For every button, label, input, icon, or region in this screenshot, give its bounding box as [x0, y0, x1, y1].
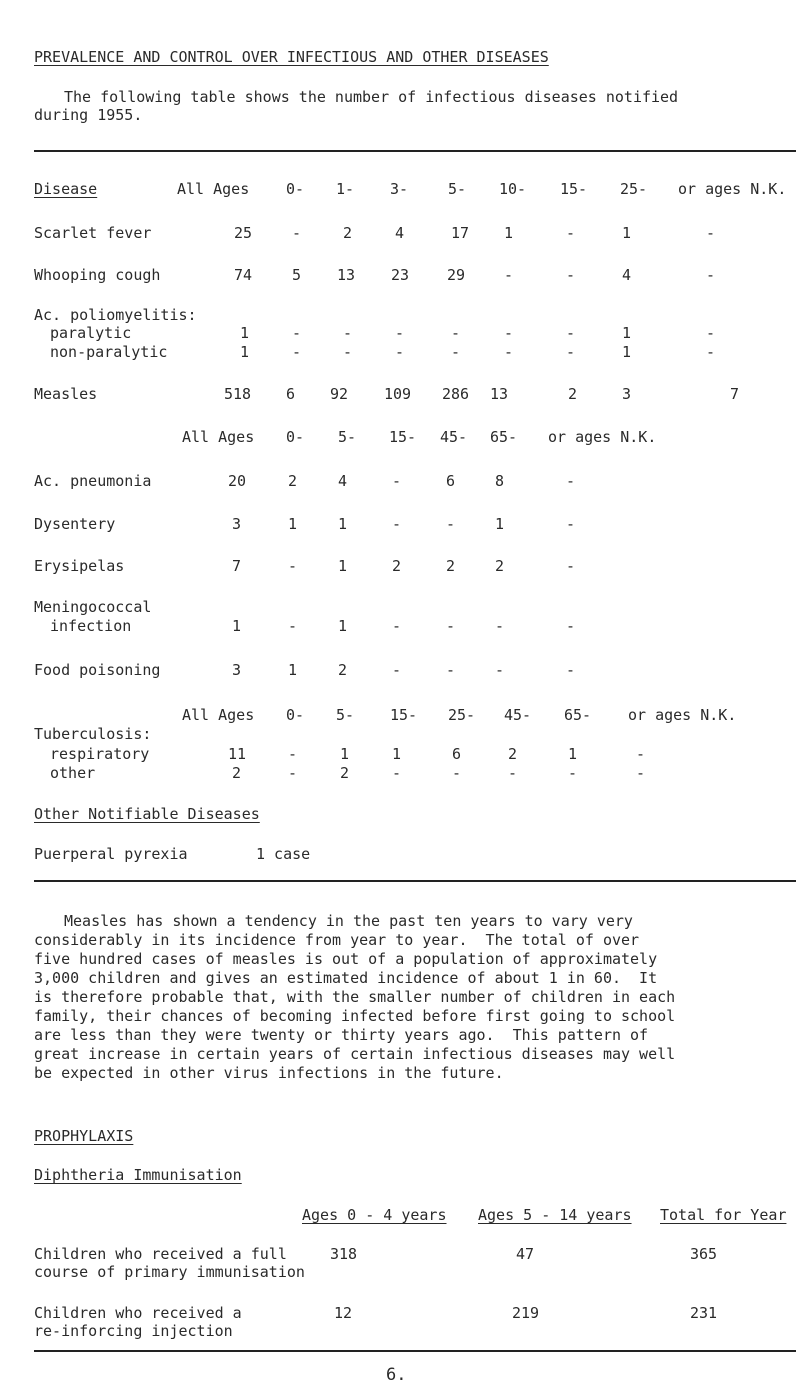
cell: 8 — [495, 472, 505, 490]
col-header-disease: Disease — [34, 180, 98, 198]
cell: 286 — [442, 385, 470, 403]
disease-name: Whooping cough — [34, 266, 161, 284]
cell: 5 — [292, 266, 302, 284]
cell: - — [392, 764, 402, 782]
disease-name: non-paralytic — [50, 343, 168, 361]
disease-name: Food poisoning — [34, 661, 161, 679]
disease-name: Ac. pneumonia — [34, 472, 152, 490]
cell: 365 — [690, 1245, 718, 1263]
cell: - — [288, 617, 298, 635]
cell: 2 — [340, 764, 350, 782]
cell: 1 — [288, 515, 298, 533]
cell: 6 — [446, 472, 456, 490]
cell: - — [452, 764, 462, 782]
cell-all-ages: 518 — [224, 385, 252, 403]
col-header-45: 45- — [440, 428, 468, 446]
cell: 2 — [446, 557, 456, 575]
cell-all-ages: 11 — [228, 745, 247, 763]
cell: - — [343, 324, 353, 342]
cell: - — [292, 343, 302, 361]
cell: 1 — [338, 515, 348, 533]
disease-group-title: Tuberculosis: — [34, 725, 152, 743]
cell: - — [566, 324, 576, 342]
cell: 13 — [337, 266, 356, 284]
cell: - — [392, 661, 402, 679]
cell: 231 — [690, 1304, 718, 1322]
cell: - — [566, 472, 576, 490]
cell-all-ages: 1 — [240, 343, 250, 361]
col-header-ages-5-14: Ages 5 - 14 years — [478, 1206, 632, 1224]
paragraph-line: great increase in certain years of certain infectious diseases may well — [34, 1045, 676, 1063]
disease-name: paralytic — [50, 324, 132, 342]
cell: 1 — [504, 224, 514, 242]
col-header-5: 5- — [338, 428, 357, 446]
col-header-1: 1- — [336, 180, 355, 198]
cell: - — [446, 515, 456, 533]
cell: 1 — [338, 617, 348, 635]
cell: 1 — [495, 515, 505, 533]
cell: - — [636, 745, 646, 763]
col-header-15: 15- — [389, 428, 417, 446]
cell: 47 — [516, 1245, 535, 1263]
col-header-65: 65- — [490, 428, 518, 446]
col-header-25: 25- — [620, 180, 648, 198]
section-bottom-rule — [34, 1350, 796, 1352]
cell: 1 — [622, 343, 632, 361]
col-header-nk: or ages N.K. — [628, 706, 737, 724]
cell: 219 — [512, 1304, 540, 1322]
paragraph-line: is therefore probable that, with the smaller number of children in each — [34, 988, 676, 1006]
col-header-25: 25- — [448, 706, 476, 724]
paragraph-line: Measles has shown a tendency in the past ten years to vary very — [64, 912, 633, 930]
col-header-15: 15- — [560, 180, 588, 198]
cell: 1 — [568, 745, 578, 763]
cell: - — [343, 343, 353, 361]
cell: - — [568, 764, 578, 782]
col-header-all-ages: All Ages — [182, 706, 255, 724]
col-header-nk: or ages N.K. — [678, 180, 787, 198]
cell: 7 — [730, 385, 740, 403]
cell: 17 — [451, 224, 470, 242]
cell: - — [504, 266, 514, 284]
cell: - — [446, 661, 456, 679]
row-label-line2: re-inforcing injection — [34, 1322, 233, 1340]
disease-name: other — [50, 764, 96, 782]
disease-name: infection — [50, 617, 132, 635]
col-header-45: 45- — [504, 706, 532, 724]
cell: 23 — [391, 266, 410, 284]
cell: 109 — [384, 385, 412, 403]
cell-all-ages: 7 — [232, 557, 242, 575]
paragraph-line: are less than they were twenty or thirty years ago. This pattern of — [34, 1026, 649, 1044]
cell: 29 — [447, 266, 466, 284]
cell-all-ages: 3 — [232, 661, 242, 679]
cell: - — [392, 617, 402, 635]
cell: - — [566, 343, 576, 361]
paragraph-line: five hundred cases of measles is out of a population of approximately — [34, 950, 658, 968]
cell: - — [451, 324, 461, 342]
disease-name: Puerperal pyrexia — [34, 845, 188, 863]
cell: - — [706, 324, 716, 342]
col-header-15: 15- — [390, 706, 418, 724]
cell: 4 — [622, 266, 632, 284]
cell: 2 — [392, 557, 402, 575]
col-header-total: Total for Year — [660, 1206, 787, 1224]
other-notifiable-heading: Other Notifiable Diseases — [34, 805, 260, 823]
col-header-all-ages: All Ages — [182, 428, 255, 446]
cell: - — [292, 224, 302, 242]
cell: - — [288, 557, 298, 575]
cell: 1 — [338, 557, 348, 575]
col-header-0: 0- — [286, 706, 305, 724]
cell-all-ages: 2 — [232, 764, 242, 782]
cell: 2 — [495, 557, 505, 575]
intro-text-line2: during 1955. — [34, 106, 143, 124]
cell: - — [392, 472, 402, 490]
col-header-10: 10- — [499, 180, 527, 198]
col-header-all-ages: All Ages — [177, 180, 250, 198]
paragraph-line: considerably in its incidence from year to year. The total of over — [34, 931, 640, 949]
cell-all-ages: 1 — [232, 617, 242, 635]
row-label-line1: Children who received a — [34, 1304, 242, 1322]
row-label-line1: Children who received a full — [34, 1245, 287, 1263]
cell: - — [566, 617, 576, 635]
disease-group-title: Meningococcal — [34, 598, 152, 616]
cell: - — [566, 557, 576, 575]
intro-text-line1: The following table shows the number of infectious diseases notified — [64, 88, 679, 106]
cell: 2 — [338, 661, 348, 679]
row-label-line2: course of primary immunisation — [34, 1263, 305, 1281]
col-header-3: 3- — [390, 180, 409, 198]
cell: 2 — [568, 385, 578, 403]
cell: 2 — [288, 472, 298, 490]
cell: - — [395, 324, 405, 342]
cell: - — [288, 745, 298, 763]
disease-group-title: Ac. poliomyelitis: — [34, 306, 197, 324]
cell: 1 — [392, 745, 402, 763]
cell: - — [288, 764, 298, 782]
col-header-nk: or ages N.K. — [548, 428, 657, 446]
paragraph-line: family, their chances of becoming infected before first going to school — [34, 1007, 676, 1025]
page-heading: PREVALENCE AND CONTROL OVER INFECTIOUS AND OTHER DISEASES — [34, 48, 549, 66]
table-top-rule — [34, 150, 796, 152]
table-bottom-rule — [34, 880, 796, 882]
col-header-5: 5- — [336, 706, 355, 724]
disease-name: respiratory — [50, 745, 150, 763]
cell: - — [706, 343, 716, 361]
cell: 3 — [622, 385, 632, 403]
cell: - — [451, 343, 461, 361]
cell: 1 — [340, 745, 350, 763]
diphtheria-heading: Diphtheria Immunisation — [34, 1166, 242, 1184]
col-header-5: 5- — [448, 180, 467, 198]
cell: - — [566, 661, 576, 679]
disease-name: Dysentery — [34, 515, 116, 533]
cell: - — [504, 343, 514, 361]
cell: 4 — [395, 224, 405, 242]
page-number: 6. — [386, 1365, 407, 1385]
cell: 1 — [622, 324, 632, 342]
col-header-65: 65- — [564, 706, 592, 724]
cell: 92 — [330, 385, 349, 403]
cell: - — [495, 617, 505, 635]
cell: - — [395, 343, 405, 361]
cell: - — [706, 224, 716, 242]
cell-all-ages: 74 — [234, 266, 253, 284]
disease-name: Erysipelas — [34, 557, 125, 575]
cell: 4 — [338, 472, 348, 490]
case-count: 1 case — [256, 845, 311, 863]
cell: - — [706, 266, 716, 284]
cell: 6 — [286, 385, 296, 403]
cell: 12 — [334, 1304, 353, 1322]
cell: - — [636, 764, 646, 782]
cell: 1 — [288, 661, 298, 679]
cell: - — [566, 266, 576, 284]
cell: 2 — [508, 745, 518, 763]
cell: - — [495, 661, 505, 679]
cell: 6 — [452, 745, 462, 763]
col-header-0: 0- — [286, 180, 305, 198]
cell: - — [566, 224, 576, 242]
cell: 318 — [330, 1245, 358, 1263]
cell: 1 — [622, 224, 632, 242]
disease-name: Scarlet fever — [34, 224, 152, 242]
cell-all-ages: 3 — [232, 515, 242, 533]
col-header-ages-0-4: Ages 0 - 4 years — [302, 1206, 447, 1224]
cell: - — [566, 515, 576, 533]
cell: - — [292, 324, 302, 342]
cell-all-ages: 25 — [234, 224, 253, 242]
disease-name: Measles — [34, 385, 98, 403]
cell: - — [508, 764, 518, 782]
cell: - — [446, 617, 456, 635]
col-header-0: 0- — [286, 428, 305, 446]
cell: - — [392, 515, 402, 533]
prophylaxis-heading: PROPHYLAXIS — [34, 1127, 134, 1145]
paragraph-line: 3,000 children and gives an estimated incidence of about 1 in 60. It — [34, 969, 658, 987]
cell-all-ages: 1 — [240, 324, 250, 342]
cell: - — [504, 324, 514, 342]
cell-all-ages: 20 — [228, 472, 247, 490]
cell: 13 — [490, 385, 509, 403]
paragraph-line: be expected in other virus infections in the future. — [34, 1064, 504, 1082]
cell: 2 — [343, 224, 353, 242]
